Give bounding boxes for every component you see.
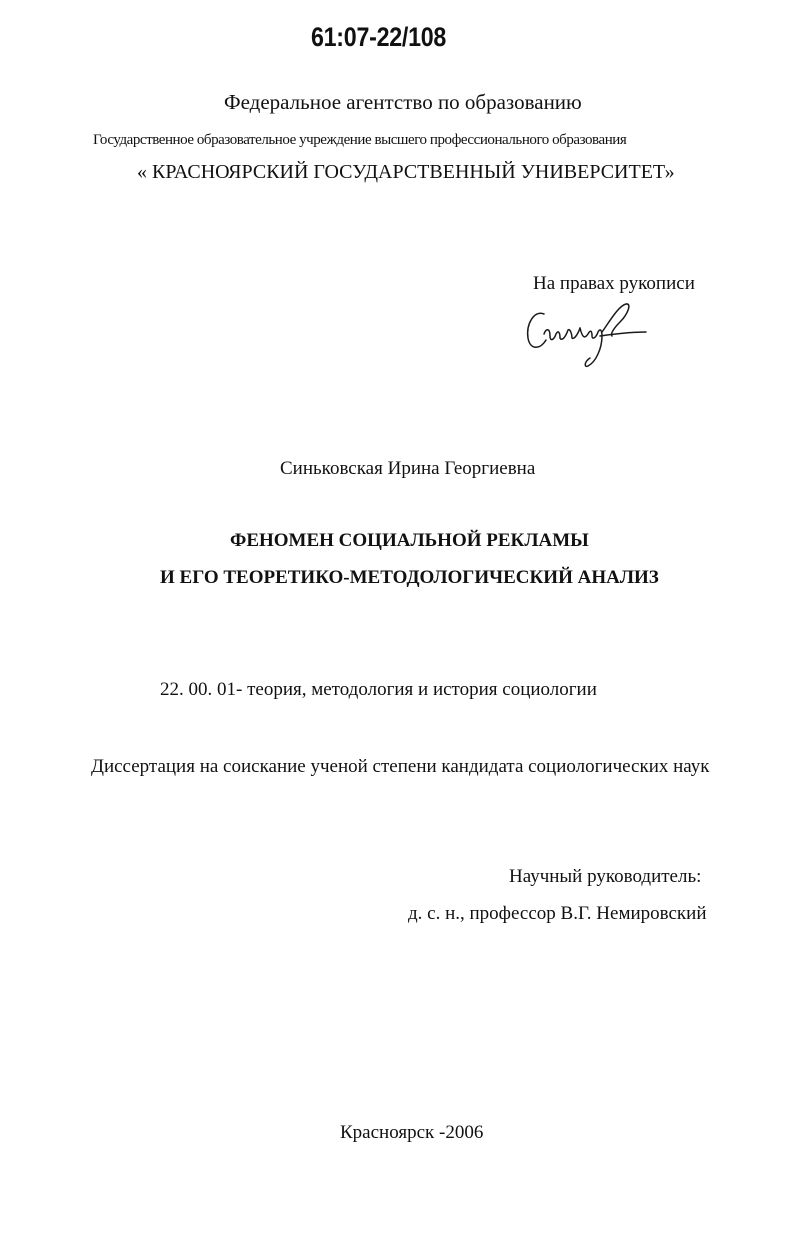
city-year: Красноярск -2006 (340, 1122, 484, 1143)
supervisor-name: д. с. н., профессор В.Г. Немировский (408, 903, 707, 924)
dissertation-title-line-2: И ЕГО ТЕОРЕТИКО-МЕТОДОЛОГИЧЕСКИЙ АНАЛИЗ (160, 567, 659, 588)
dissertation-title-line-1: ФЕНОМЕН СОЦИАЛЬНОЙ РЕКЛАМЫ (230, 530, 589, 551)
author-name: Синьковская Ирина Георгиевна (280, 458, 536, 479)
author-signature (522, 300, 652, 370)
signature-stroke (600, 332, 646, 336)
signature-stroke (602, 304, 629, 336)
specialty-code: 22. 00. 01- теория, методология и история социологии (160, 679, 597, 700)
university-name: « КРАСНОЯРСКИЙ ГОСУДАРСТВЕННЫЙ УНИВЕРСИТЕТ» (137, 161, 675, 183)
signature-stroke (544, 328, 580, 340)
agency-name: Федеральное агентство по образованию (224, 90, 582, 114)
manuscript-rights-label: На правах рукописи (533, 273, 695, 294)
signature-stroke (528, 313, 546, 347)
supervisor-label: Научный руководитель: (509, 866, 702, 887)
signature-stroke (580, 328, 602, 366)
catalog-code-stamp: 61:07-22/108 (311, 22, 447, 52)
institution-type: Государственное образовательное учреждение высшего профессионального образования (93, 132, 627, 148)
dissertation-type: Диссертация на соискание ученой степени кандидата социологических наук (91, 756, 710, 777)
